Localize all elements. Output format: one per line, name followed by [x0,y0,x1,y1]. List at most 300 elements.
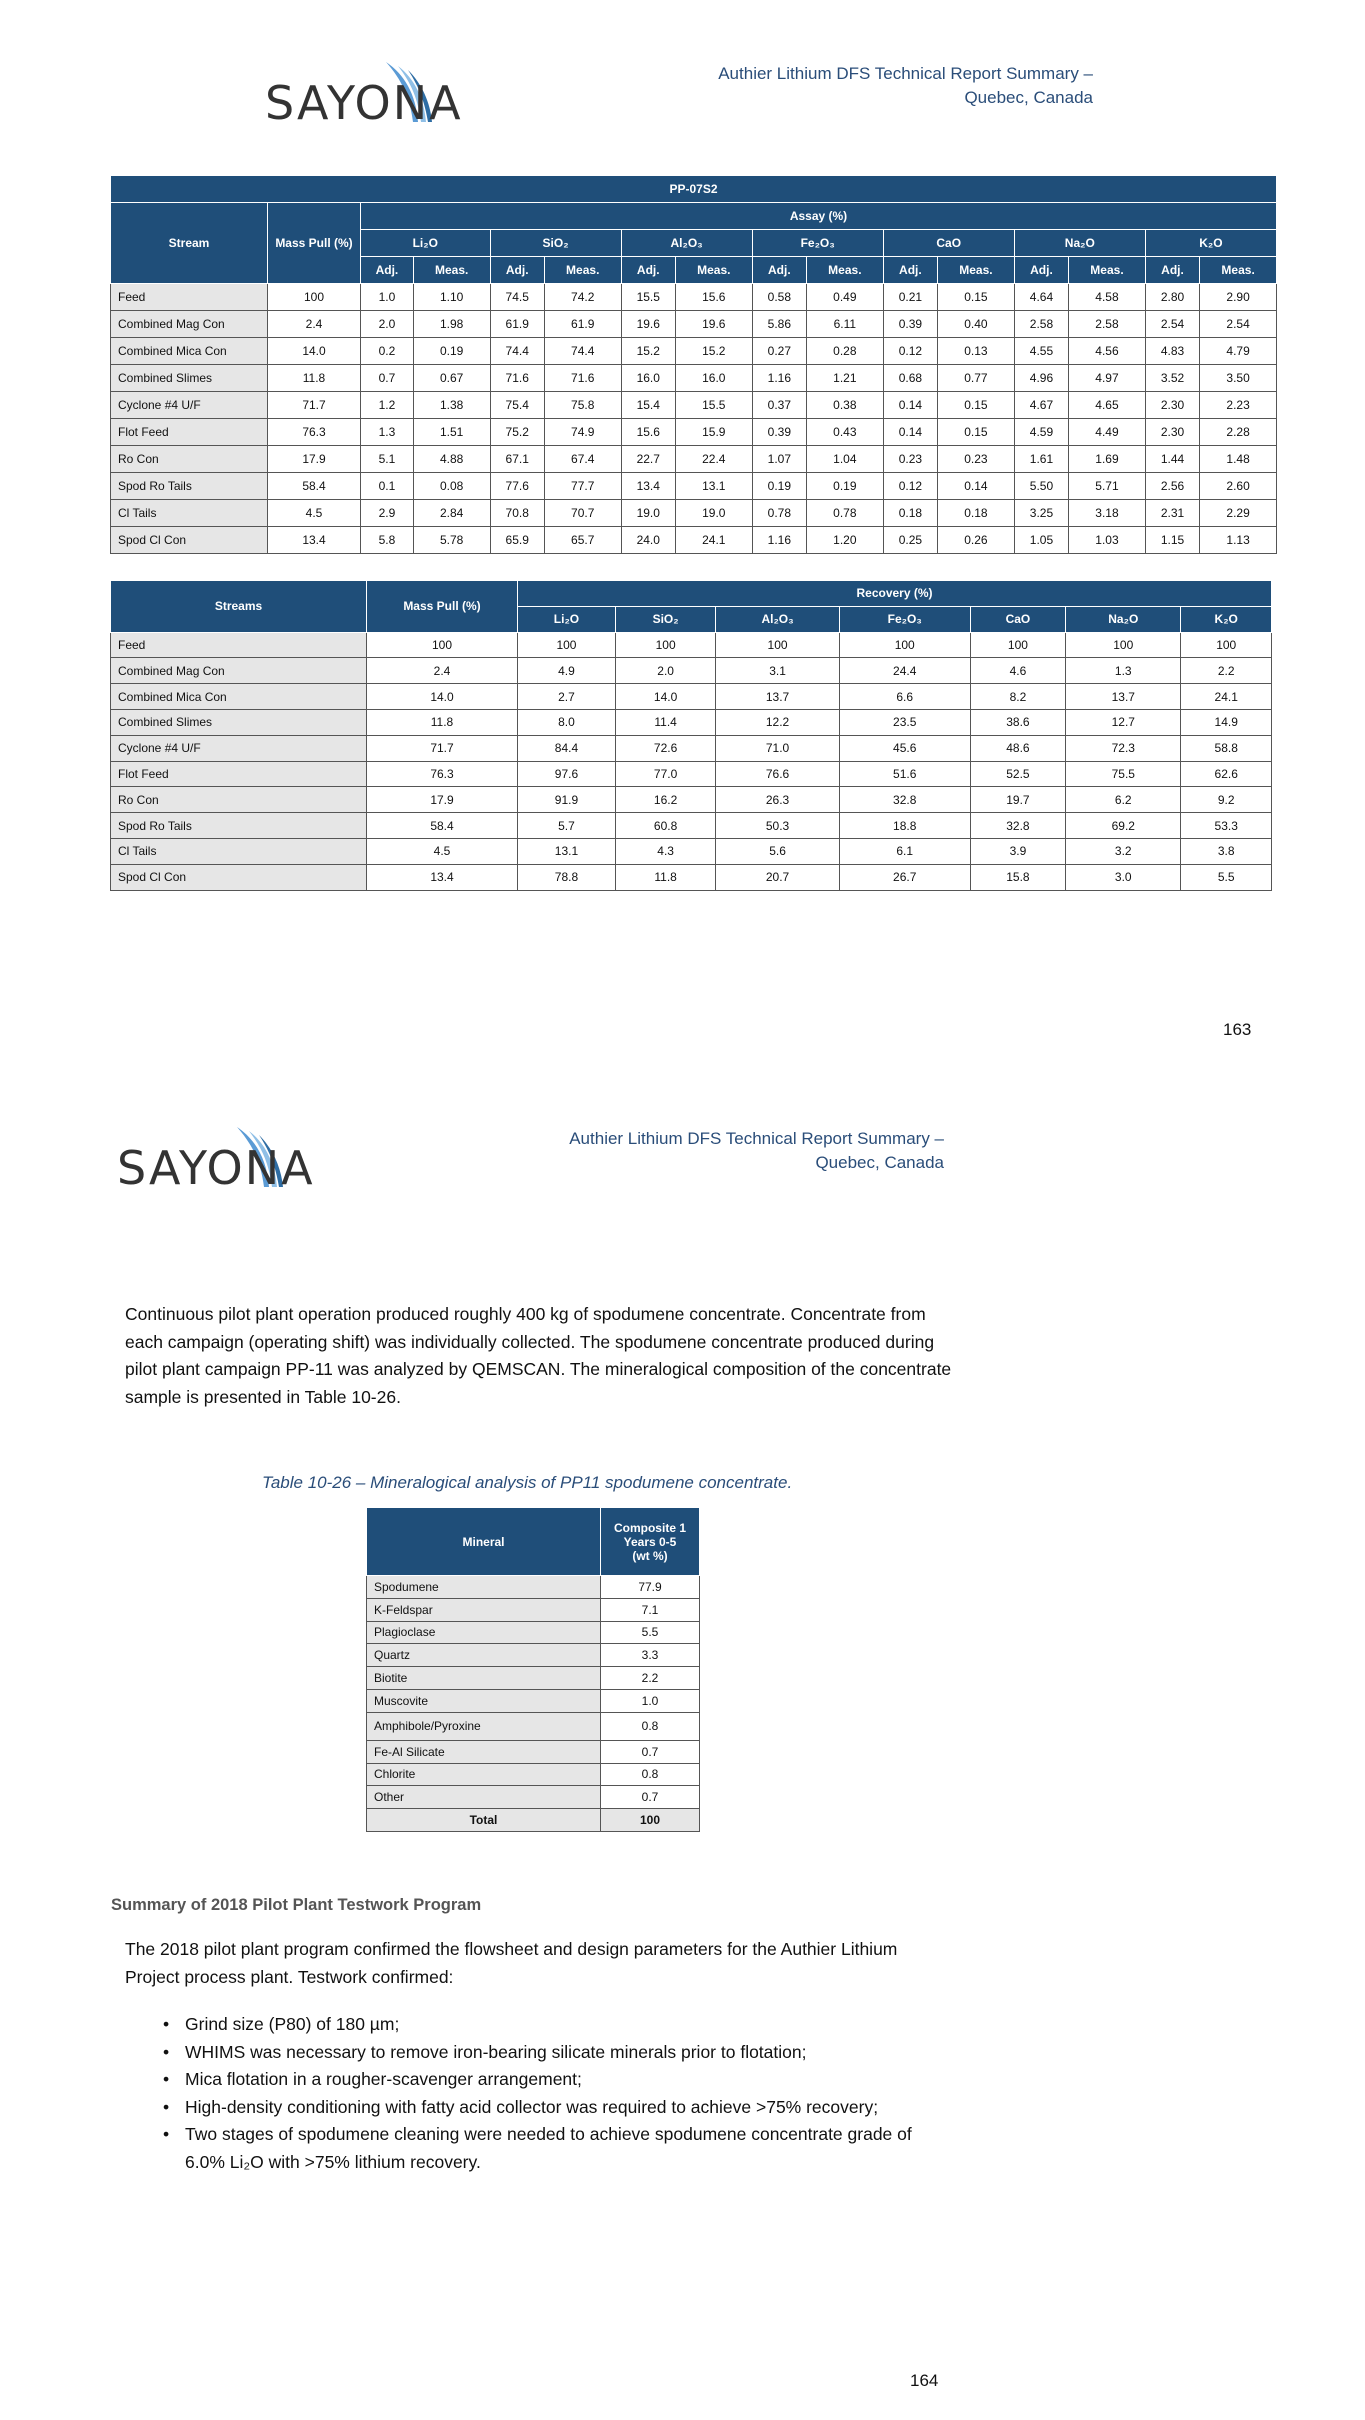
table-cell: 0.14 [883,392,937,419]
table-cell: 77.0 [615,761,715,787]
col-subheader: Adj. [361,257,414,284]
bullet-text: Grind size (P80) of 180 µm; [185,2014,400,2034]
table-cell: 0.43 [807,419,884,446]
table-cell: 2.30 [1145,392,1199,419]
table-cell: 2.28 [1200,419,1277,446]
row-label: Cl Tails [111,838,367,864]
table-row [367,1621,700,1644]
table-cell: 0.15 [938,284,1015,311]
table-cell: 77.7 [544,473,621,500]
table-cell: 11.8 [367,709,518,735]
table-cell: 0.58 [752,284,806,311]
row-label: Ro Con [111,446,268,473]
table-row [111,338,1277,365]
table-cell: 1.16 [752,527,806,554]
table-cell: 1.10 [413,284,490,311]
table-cell: 4.6 [970,658,1065,684]
table-cell: 71.6 [490,365,544,392]
header-line-1: Authier Lithium DFS Technical Report Summary – [718,64,1093,83]
table-cell: 0.19 [413,338,490,365]
table-cell: 0.25 [883,527,937,554]
table-cell: 12.7 [1066,709,1181,735]
row-label: Spod Ro Tails [111,813,367,839]
page-number: 164 [910,2371,939,2390]
table-row [111,813,1272,839]
table-row [111,527,1277,554]
page-number: 163 [1223,1020,1252,1039]
row-label: Combined Slimes [111,709,367,735]
paragraph-line: each campaign (operating shift) was individually collected. The spodumene concentrate produced during [125,1331,935,1352]
table-cell: 14.0 [268,338,361,365]
table-cell: 15.6 [675,284,752,311]
table-cell: 13.4 [621,473,675,500]
table-cell: 70.7 [544,500,621,527]
table-cell: 15.5 [621,284,675,311]
row-label: Cyclone #4 U/F [111,392,268,419]
table-cell: 100 [615,632,715,658]
row-label: Ro Con [111,787,367,813]
table-row [111,392,1277,419]
table-cell: 2.84 [413,500,490,527]
table-cell: 6.2 [1066,787,1181,813]
table-cell: 0.26 [938,527,1015,554]
col-subheader: Meas. [1069,257,1146,284]
table-cell: 76.3 [367,761,518,787]
table-cell: 22.4 [675,446,752,473]
table-cell: 2.31 [1145,500,1199,527]
col-header-assay: Assay (%) [361,203,1277,230]
table-row [367,1667,700,1690]
table-cell: 15.8 [970,864,1065,890]
table-cell: 74.2 [544,284,621,311]
row-label: Combined Mag Con [111,658,367,684]
table-cell: 0.14 [883,419,937,446]
summary-paragraph [125,1936,955,1991]
table-cell: 11.8 [268,365,361,392]
table-cell: 13.7 [1066,684,1181,710]
table-cell: 38.6 [970,709,1065,735]
table-cell: 15.4 [621,392,675,419]
table-row [111,658,1272,684]
paragraph-line: sample is presented in Table 10-26. [125,1386,401,1407]
row-label: Other [367,1786,601,1809]
table-cell: 0.8 [601,1763,700,1786]
col-subheader: Meas. [544,257,621,284]
table-cell: 4.55 [1014,338,1068,365]
col-header-oxide: Li₂O [518,606,616,632]
paragraph-line: The 2018 pilot plant program confirmed the flowsheet and design parameters for the Authier Lithium [125,1939,898,1959]
table-cell: 2.29 [1200,500,1277,527]
table-cell: 0.21 [883,284,937,311]
bullet-icon: • [163,2041,170,2062]
table-cell: 2.58 [1014,311,1068,338]
table-cell: 5.5 [601,1621,700,1644]
table-cell: 0.39 [752,419,806,446]
table-cell: 51.6 [839,761,970,787]
table-cell: 58.8 [1181,735,1272,761]
table-title: PP-07S2 [111,176,1277,203]
table-cell: 19.7 [970,787,1065,813]
bullet-item [125,2011,1005,2039]
table-cell: 19.0 [675,500,752,527]
row-label: Biotite [367,1667,601,1690]
table-cell: 100 [268,284,361,311]
table-cell: 16.0 [621,365,675,392]
col-header-oxide: CaO [883,230,1014,257]
bullet-text: High-density conditioning with fatty acid collector was required to achieve >75% recovery; [185,2096,879,2117]
table-cell: 52.5 [970,761,1065,787]
header-line-2: Quebec, Canada [815,1153,944,1172]
table-cell: 32.8 [839,787,970,813]
table-cell: 0.14 [938,473,1015,500]
col-header-oxide: Na₂O [1014,230,1145,257]
row-label: Plagioclase [367,1621,601,1644]
table-cell: 0.18 [938,500,1015,527]
table-cell: 71.0 [716,735,839,761]
table-cell: 74.9 [544,419,621,446]
table-cell: 26.3 [716,787,839,813]
row-label: Quartz [367,1644,601,1667]
col-header-oxide: CaO [970,606,1065,632]
table-cell: 18.8 [839,813,970,839]
table-cell: 23.5 [839,709,970,735]
table-cell: 76.6 [716,761,839,787]
row-label: Combined Slimes [111,365,268,392]
table-row [111,365,1277,392]
table-cell: 13.4 [268,527,361,554]
table-cell: 67.1 [490,446,544,473]
row-label: Cyclone #4 U/F [111,735,367,761]
bullet-text: WHIMS was necessary to remove iron-bearing silicate minerals prior to flotation; [185,2041,807,2062]
table-cell: 1.3 [361,419,414,446]
table-cell: 1.3 [1066,658,1181,684]
row-label: Spod Cl Con [111,864,367,890]
table-cell: 67.4 [544,446,621,473]
table-cell: 5.8 [361,527,414,554]
col-header-streams: Streams [111,581,367,633]
table-row [367,1644,700,1667]
mineral-table [366,1507,700,1832]
table-cell: 26.7 [839,864,970,890]
col-subheader: Adj. [621,257,675,284]
header-line-1: Authier Lithium DFS Technical Report Summary – [569,1129,944,1148]
table-cell: 17.9 [268,446,361,473]
table-cell: 19.6 [675,311,752,338]
table-cell: 0.37 [752,392,806,419]
table-cell: 2.7 [518,684,616,710]
table-cell: 4.58 [1069,284,1146,311]
table-cell: 5.78 [413,527,490,554]
col-header-oxide: Fe₂O₃ [752,230,883,257]
page-header [600,62,1093,110]
bullet-icon: • [163,2096,170,2117]
table-cell: 1.44 [1145,446,1199,473]
col-subheader: Meas. [1200,257,1277,284]
row-label: Flot Feed [111,761,367,787]
table-cell: 72.6 [615,735,715,761]
row-label: Combined Mica Con [111,338,268,365]
col-header-oxide: Na₂O [1066,606,1181,632]
table-cell: 4.67 [1014,392,1068,419]
table-cell: 13.1 [518,838,616,864]
table-cell: 2.56 [1145,473,1199,500]
table-cell: 5.5 [1181,864,1272,890]
table-cell: 74.4 [490,338,544,365]
table-cell: 0.23 [938,446,1015,473]
table-row [111,761,1272,787]
table-cell: 4.96 [1014,365,1068,392]
bullet-item [125,2039,1005,2067]
col-subheader: Adj. [752,257,806,284]
table-cell: 97.6 [518,761,616,787]
paragraph-line: Project process plant. Testwork confirmed: [125,1966,454,1987]
table-cell: 15.9 [675,419,752,446]
table-cell: 12.2 [716,709,839,735]
table-row [367,1740,700,1763]
table-cell: 0.78 [807,500,884,527]
table-caption: Table 10-26 – Mineralogical analysis of PP11 spodumene concentrate. [262,1473,793,1492]
table-cell: 0.1 [361,473,414,500]
table-cell: 91.9 [518,787,616,813]
table-cell: 2.58 [1069,311,1146,338]
table-cell: 14.0 [367,684,518,710]
col-subheader: Meas. [807,257,884,284]
table-cell: 4.64 [1014,284,1068,311]
table-cell: 45.6 [839,735,970,761]
table-cell: 2.90 [1200,284,1277,311]
table-row [111,419,1277,446]
col-subheader: Adj. [1145,257,1199,284]
row-label: Cl Tails [111,500,268,527]
table-cell: 1.69 [1069,446,1146,473]
table-cell: 0.78 [752,500,806,527]
table-cell: 4.79 [1200,338,1277,365]
table-row [367,1786,700,1809]
table-cell: 11.8 [615,864,715,890]
table-cell: 3.50 [1200,365,1277,392]
table-cell: 0.8 [601,1712,700,1740]
table-cell: 4.56 [1069,338,1146,365]
col-header-mass-pull: Mass Pull (%) [367,581,518,633]
table-row [111,311,1277,338]
table-cell: 58.4 [367,813,518,839]
table-cell: 2.60 [1200,473,1277,500]
total-row [367,1809,700,1832]
table-cell: 3.52 [1145,365,1199,392]
table-cell: 24.4 [839,658,970,684]
table-cell: 15.6 [621,419,675,446]
table-cell: 65.9 [490,527,544,554]
col-header-recovery: Recovery (%) [518,581,1272,607]
table-cell: 75.5 [1066,761,1181,787]
table-cell: 4.3 [615,838,715,864]
header-line-2: Quebec, Canada [964,88,1093,107]
table-row [111,632,1272,658]
table-cell: 2.4 [367,658,518,684]
table-row [111,446,1277,473]
table-cell: 16.2 [615,787,715,813]
table-cell: 62.6 [1181,761,1272,787]
table-cell: 1.61 [1014,446,1068,473]
header-line: Composite 1 [613,1520,686,1535]
table-cell: 3.0 [1066,864,1181,890]
col-subheader: Meas. [675,257,752,284]
table-cell: 15.2 [621,338,675,365]
table-cell: 61.9 [490,311,544,338]
table-cell: 24.0 [621,527,675,554]
table-cell: 7.1 [601,1598,700,1621]
table-cell: 6.6 [839,684,970,710]
bullet-icon: • [163,2014,170,2034]
col-subheader: Meas. [413,257,490,284]
table-cell: 2.2 [1181,658,1272,684]
table-cell: 100 [367,632,518,658]
recovery-table [110,580,1272,891]
col-header-composite [601,1508,700,1576]
table-cell: 11.4 [615,709,715,735]
table-cell: 100 [839,632,970,658]
table-cell: 75.8 [544,392,621,419]
table-cell: 4.65 [1069,392,1146,419]
row-label: Feed [111,284,268,311]
table-cell: 3.3 [601,1644,700,1667]
table-cell: 8.2 [970,684,1065,710]
table-row [367,1689,700,1712]
table-cell: 1.20 [807,527,884,554]
table-cell: 0.77 [938,365,1015,392]
row-label: Feed [111,632,367,658]
table-cell: 20.7 [716,864,839,890]
row-label: Spod Cl Con [111,527,268,554]
table-cell: 75.2 [490,419,544,446]
bullet-text: 6.0% Li₂O with >75% lithium recovery. [185,2151,481,2172]
table-row [111,284,1277,311]
table-cell: 100 [518,632,616,658]
table-cell: 0.7 [601,1740,700,1763]
table-cell: 5.6 [716,838,839,864]
table-cell: 61.9 [544,311,621,338]
table-row [111,473,1277,500]
table-cell: 3.8 [1181,838,1272,864]
row-label: Fe-Al Silicate [367,1740,601,1763]
table-cell: 2.9 [361,500,414,527]
intro-paragraph [125,1301,955,1411]
table-cell: 4.97 [1069,365,1146,392]
table-cell: 16.0 [675,365,752,392]
bullet-item [125,2121,1005,2149]
col-subheader: Adj. [883,257,937,284]
header-line: Years 0-5 [623,1534,677,1549]
table-cell: 0.15 [938,392,1015,419]
table-cell: 9.2 [1181,787,1272,813]
table-cell: 1.07 [752,446,806,473]
table-cell: 100 [1066,632,1181,658]
paragraph-line: pilot plant campaign PP-11 was analyzed by QEMSCAN. The mineralogical composition of the concentrate [125,1359,952,1379]
bullet-text: Two stages of spodumene cleaning were needed to achieve spodumene concentrate grade of [185,2124,912,2144]
row-label: K-Feldspar [367,1598,601,1621]
table-cell: 3.9 [970,838,1065,864]
table-cell: 3.1 [716,658,839,684]
bullet-icon: • [163,2069,170,2089]
logo-wordmark: SAYONA [265,76,463,130]
table-cell: 0.19 [807,473,884,500]
table-cell: 84.4 [518,735,616,761]
table-cell: 1.15 [1145,527,1199,554]
table-cell: 3.25 [1014,500,1068,527]
table-cell: 4.5 [268,500,361,527]
table-cell: 2.4 [268,311,361,338]
table-cell: 2.54 [1145,311,1199,338]
table-cell: 3.2 [1066,838,1181,864]
table-cell: 60.8 [615,813,715,839]
table-cell: 0.23 [883,446,937,473]
table-cell: 0.28 [807,338,884,365]
table-cell: 2.80 [1145,284,1199,311]
assay-table [110,175,1277,554]
col-header-oxide: Al₂O₃ [716,606,839,632]
table-cell: 76.3 [268,419,361,446]
table-cell: 4.9 [518,658,616,684]
testwork-bullet-list [125,2011,1005,2176]
table-cell: 14.9 [1181,709,1272,735]
total-label: Total [367,1809,601,1832]
table-cell: 75.4 [490,392,544,419]
table-cell: 4.5 [367,838,518,864]
bullet-item-continuation [125,2149,1005,2177]
col-header-stream: Stream [111,203,268,284]
table-row [111,735,1272,761]
row-label: Spodumene [367,1576,601,1599]
col-header-oxide: SiO₂ [615,606,715,632]
col-header-oxide: Al₂O₃ [621,230,752,257]
table-cell: 78.8 [518,864,616,890]
bullet-text: Mica flotation in a rougher-scavenger arrangement; [185,2069,582,2089]
table-cell: 100 [716,632,839,658]
table-cell: 2.0 [361,311,414,338]
table-row [367,1763,700,1786]
table-cell: 17.9 [367,787,518,813]
row-label: Chlorite [367,1763,601,1786]
table-cell: 0.7 [361,365,414,392]
table-cell: 74.4 [544,338,621,365]
table-cell: 2.0 [615,658,715,684]
table-cell: 1.2 [361,392,414,419]
table-cell: 13.7 [716,684,839,710]
table-cell: 1.48 [1200,446,1277,473]
col-header-oxide: Fe₂O₃ [839,606,970,632]
table-cell: 0.15 [938,419,1015,446]
table-cell: 0.38 [807,392,884,419]
bullet-icon: • [163,2124,170,2144]
table-cell: 5.86 [752,311,806,338]
table-cell: 0.49 [807,284,884,311]
table-cell: 1.16 [752,365,806,392]
table-cell: 6.1 [839,838,970,864]
table-cell: 0.2 [361,338,414,365]
col-header-mass-pull: Mass Pull (%) [268,203,361,284]
table-cell: 1.38 [413,392,490,419]
logo-wordmark: SAYONA [117,1141,315,1195]
row-label: Muscovite [367,1689,601,1712]
table-row [111,684,1272,710]
table-cell: 0.12 [883,473,937,500]
table-cell: 1.51 [413,419,490,446]
table-cell: 5.50 [1014,473,1068,500]
col-header-oxide: Li₂O [361,230,491,257]
table-cell: 50.3 [716,813,839,839]
table-cell: 71.7 [367,735,518,761]
page-header [450,1127,944,1175]
